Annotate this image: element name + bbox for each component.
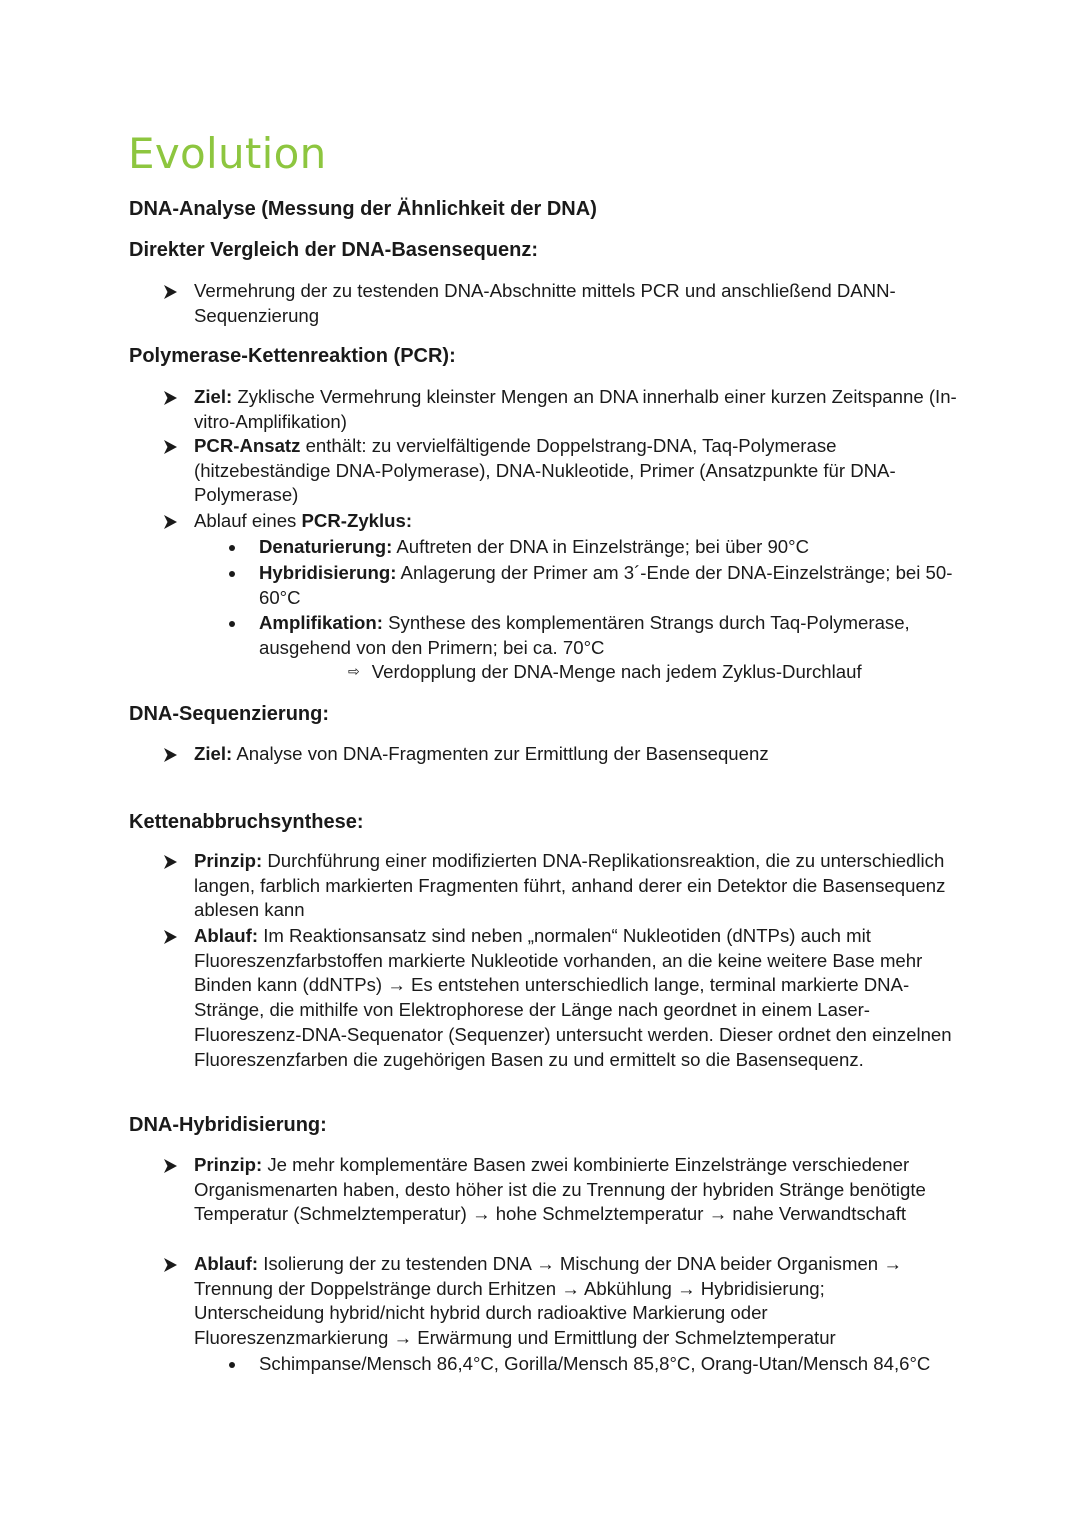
item-text: Analyse von DNA-Fragmenten zur Ermittlung der Basensequenz — [232, 743, 769, 764]
arrowhead-bullet-icon — [163, 748, 177, 762]
section-heading-dna-analysis: DNA-Analyse (Messung der Ähnlichkeit der DNA) — [129, 198, 597, 220]
bullet-dot-icon — [229, 1362, 235, 1368]
list-item-hybridization-principle — [194, 1153, 964, 1227]
bullet-dot-icon — [229, 621, 235, 627]
item-label: Prinzip: — [194, 850, 263, 871]
item-text: enthält: zu vervielfältigende Doppelstrang-DNA, Taq-Polymerase (hitzebeständige DNA-Polymerase), DNA-Nukleotide, Primer (Ansatzpunkte für DNA-Polymerase) — [194, 435, 896, 506]
subheading-hybridization: DNA-Hybridisierung: — [129, 1114, 327, 1136]
step-label: Amplifikation: — [259, 612, 383, 633]
step-text: Synthese des komplementären Strangs durch Taq-Polymerase, ausgehend von den Primern; bei ca. 70°C — [259, 612, 910, 658]
arrowhead-bullet-icon — [163, 440, 177, 454]
item-text: Zyklische Vermehrung kleinster Mengen an DNA innerhalb einer kurzen Zeitspanne (In-vitro-Amplifikation) — [194, 386, 957, 432]
item-label: Ablauf: — [194, 1253, 259, 1274]
result-text: Verdopplung der DNA-Menge nach jedem Zyklus-Durchlauf — [371, 661, 862, 682]
list-item-chain-principle — [194, 849, 954, 923]
item-label: Ziel: — [194, 743, 233, 764]
item-text: Je mehr komplementäre Basen zwei kombinierte Einzelstränge verschiedener Organismenarten haben, desto höher ist die zu Trennung der hybriden Stränge benötigte Temperatur (Schmelztemperatur) → hohe Schmelztemperatur → nahe Verwandtschaft — [194, 1154, 926, 1225]
item-label: Prinzip: — [194, 1154, 263, 1175]
item-text: Durchführung einer modifizierten DNA-Replikationsreaktion, die zu unterschiedlich langen, farblich markierten Fragmenten führt, anhand derer ein Detektor die Basensequenz ablesen kann — [194, 850, 946, 921]
list-item-pcr-cycle — [194, 509, 964, 534]
list-item-pcr-goal — [194, 385, 964, 434]
list-item-hybridization-process — [194, 1252, 954, 1351]
hybridization-example — [259, 1352, 959, 1377]
list-item-pcr-mix — [194, 434, 964, 508]
step-text: Auftreten der DNA in Einzelstränge; bei über 90°C — [392, 536, 809, 557]
arrowhead-bullet-icon — [163, 1159, 177, 1173]
bullet-dot-icon — [229, 545, 235, 551]
arrowhead-bullet-icon — [163, 515, 177, 529]
step-text: Anlagerung der Primer am 3´-Ende der DNA-Einzelstränge; bei 50-60°C — [259, 562, 953, 608]
pcr-result — [348, 660, 862, 686]
item-text: Im Reaktionsansatz sind neben „normalen“ Nukleotiden (dNTPs) auch mit Fluoreszenzfarbstoffen markierte Nukleotide vorhanden, an die keine weitere Base mehr Binden kann (ddNTPs) → Es entstehen unterschiedlich lange, terminal markierte DNA-Stränge, die mithilfe von Elektrophorese der Länge nach geordnet in einem Laser-Fluoreszenz-DNA-Sequenator (Sequenzer) untersucht werden. Dieser ordnet den einzelnen Fluoreszenzfarben die zugehörigen Basen zu und ermittelt so die Basensequenz. — [194, 925, 952, 1070]
list-item-replication — [194, 279, 964, 328]
item-text-line2: Sequenzierung — [194, 304, 320, 326]
arrowhead-bullet-icon — [163, 930, 177, 944]
item-label: PCR-Zyklus: — [301, 510, 413, 531]
arrowhead-bullet-icon — [163, 285, 177, 299]
list-item-chain-process — [194, 924, 954, 1072]
list-item-sequencing-goal — [194, 742, 964, 767]
step-label: Hybridisierung: — [259, 562, 397, 583]
arrowhead-bullet-icon — [163, 1258, 177, 1272]
arrowhead-bullet-icon — [163, 855, 177, 869]
item-label: Ziel: — [194, 386, 233, 407]
subheading-sequencing: DNA-Sequenzierung: — [129, 703, 329, 725]
item-text: Isolierung der zu testenden DNA → Mischung der DNA beider Organismen → Trennung der Doppelstränge durch Erhitzen → Abkühlung → Hybridisierung; Unterscheidung hybrid/nicht hybrid durch radioaktive Markierung oder Fluoreszenzmarkierung → Erwärmung und Ermittlung der Schmelztemperatur — [194, 1253, 902, 1349]
step-label: Denaturierung: — [259, 536, 393, 557]
item-label: PCR-Ansatz — [194, 435, 301, 456]
arrowhead-bullet-icon — [163, 391, 177, 405]
item-text: Ablauf eines — [194, 510, 302, 531]
subheading-pcr: Polymerase-Kettenreaktion (PCR): — [129, 345, 456, 367]
pcr-step-denaturation — [259, 535, 959, 560]
subheading-chain-termination: Kettenabbruchsynthese: — [129, 811, 364, 833]
item-text-line1: Vermehrung der zu testenden DNA-Abschnitte mittels PCR und anschließend DANN- — [194, 280, 896, 301]
page-title: Evolution — [128, 129, 327, 178]
pcr-step-hybridization — [259, 561, 959, 610]
example-text: Schimpanse/Mensch 86,4°C, Gorilla/Mensch 85,8°C, Orang-Utan/Mensch 84,6°C — [259, 1353, 931, 1374]
pcr-step-amplification — [259, 611, 959, 660]
subheading-direct-comparison: Direkter Vergleich der DNA-Basensequenz: — [129, 239, 539, 261]
item-label: Ablauf: — [194, 925, 259, 946]
hollow-arrow-icon: ⇨ — [348, 663, 360, 679]
bullet-dot-icon — [229, 571, 235, 577]
